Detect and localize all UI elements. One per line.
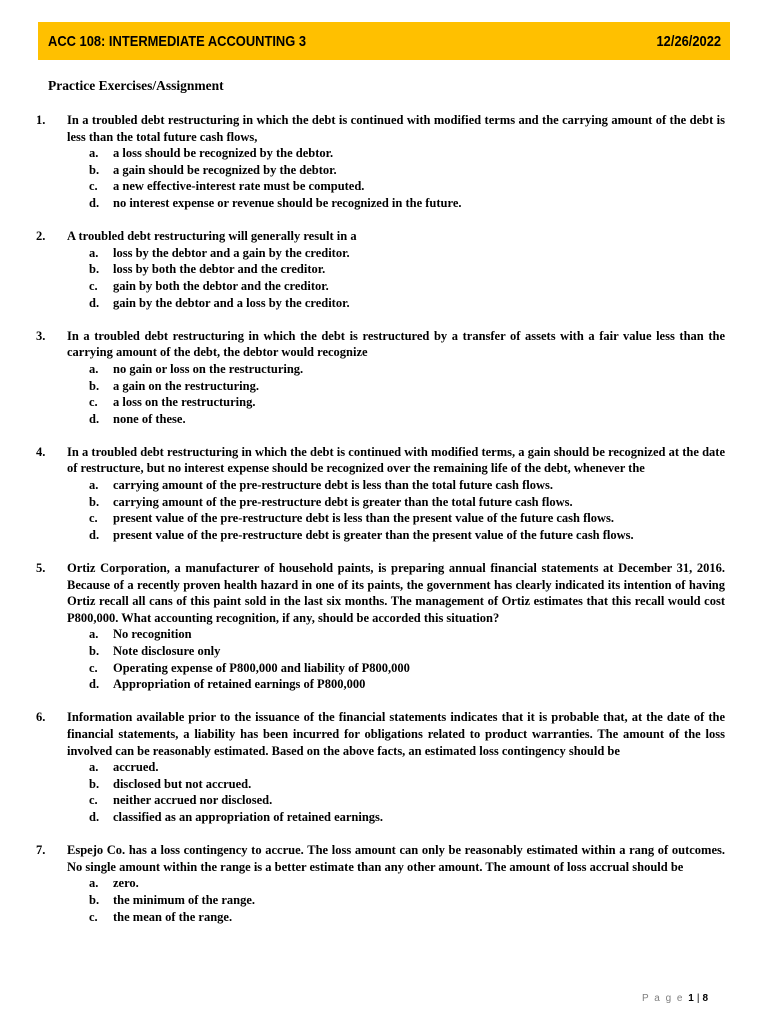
question-item [36, 328, 725, 428]
answer-option [36, 477, 725, 494]
answer-option [36, 494, 725, 511]
option-text: Operating expense of P800,000 and liability of P800,000 [113, 660, 410, 675]
option-letter: d. [89, 295, 100, 310]
answer-option [36, 892, 725, 909]
option-letter: b. [89, 378, 100, 393]
answer-option [36, 676, 725, 693]
option-text: disclosed but not accrued. [113, 776, 252, 791]
option-letter: b. [89, 494, 100, 509]
answer-options [36, 626, 725, 692]
question-number: 1. [36, 113, 46, 127]
answer-options [36, 875, 725, 925]
option-letter: c. [89, 395, 98, 410]
option-letter: d. [89, 677, 100, 692]
answer-options [36, 361, 725, 427]
question-text: In a troubled debt restructuring in which the debt is restructured by a transfer of assets with a fair value less than the carrying amount of the debt, the debtor would recognize [67, 328, 725, 360]
answer-options [36, 145, 725, 211]
page-footer [642, 993, 708, 1004]
question-number: 4. [36, 444, 46, 459]
answer-option [36, 145, 725, 162]
option-text: a loss on the restructuring. [113, 395, 256, 410]
option-text: accrued. [113, 760, 159, 775]
answer-option [36, 510, 725, 527]
answer-options [36, 759, 725, 825]
option-text: Appropriation of retained earnings of P800,000 [113, 677, 366, 692]
option-text: a new effective-interest rate must be computed. [113, 179, 365, 194]
question-number: 5. [36, 561, 46, 576]
answer-option [36, 643, 725, 660]
answer-option [36, 162, 725, 179]
section-title: Practice Exercises/Assignment [48, 78, 224, 93]
answer-option [36, 809, 725, 826]
option-text: gain by both the debtor and the creditor. [113, 278, 329, 293]
answer-option [36, 875, 725, 892]
question-item [36, 228, 725, 311]
option-letter: a. [89, 245, 99, 260]
option-text: carrying amount of the pre-restructure debt is greater than the total future cash flows. [113, 494, 573, 509]
option-text: a gain on the restructuring. [113, 378, 259, 393]
option-letter: b. [89, 162, 100, 177]
answer-option [36, 527, 725, 544]
option-letter: d. [89, 195, 100, 210]
answer-option [36, 178, 725, 195]
option-letter: a. [89, 876, 99, 891]
option-text: zero. [113, 876, 139, 891]
question-number: 3. [36, 328, 46, 343]
page-number: 1 [688, 993, 694, 1004]
option-text: Note disclosure only [113, 644, 221, 658]
answer-option [36, 660, 725, 677]
option-letter: c. [89, 511, 98, 526]
option-text: the mean of the range. [113, 909, 233, 924]
question-text: A troubled debt restructuring will generally result in a [67, 229, 357, 244]
option-letter: c. [89, 660, 98, 675]
option-letter: b. [89, 892, 100, 907]
question-text: Espejo Co. has a loss contingency to accrue. The loss amount can only be reasonably estimated within a rang of outcomes. No single amount within the range is a better estimate than any other amount. The amount of loss accrual should be [67, 843, 725, 874]
option-text: loss by the debtor and a gain by the creditor. [113, 245, 350, 260]
option-letter: a. [89, 361, 99, 376]
option-letter: d. [89, 411, 100, 426]
option-letter: b. [89, 644, 100, 658]
header-date: 12/26/2022 [656, 32, 721, 50]
option-text: classified as an appropriation of retained earnings. [113, 809, 384, 824]
option-letter: b. [89, 776, 100, 791]
page-total: 8 [702, 993, 708, 1004]
answer-option [36, 195, 725, 212]
question-number: 2. [36, 229, 46, 244]
option-letter: d. [89, 809, 100, 824]
option-text: loss by both the debtor and the creditor. [113, 262, 326, 277]
answer-option [36, 295, 725, 312]
question-item [36, 709, 725, 825]
option-text: neither accrued nor disclosed. [113, 793, 273, 808]
option-letter: b. [89, 262, 100, 277]
option-text: no interest expense or revenue should be recognized in the future. [113, 195, 462, 210]
answer-option [36, 411, 725, 428]
header-bar [38, 22, 730, 60]
question-text: Information available prior to the issuance of the financial statements indicates that it is probable that, at the date of the financial statements, a liability has been incurred for obligations related to product warranties. The amount of the loss involved can be reasonably estimated. Based on the above facts, an estimated loss contingency should be [67, 710, 725, 758]
option-letter: c. [89, 179, 98, 194]
question-item [36, 842, 725, 925]
option-text: the minimum of the range. [113, 892, 255, 907]
option-text: No recognition [113, 627, 192, 642]
option-text: no gain or loss on the restructuring. [113, 361, 304, 376]
question-text: Ortiz Corporation, a manufacturer of household paints, is preparing annual financial statements at December 31, 2016. Because of a recently proven health hazard in one of its paints, the government has clearly indicated its intention of having Ortiz recall all cans of this paint sold in the last six months. The management of Ortiz estimates that this recall would cost P800,000. What accounting recognition, if any, should be accorded this situation? [67, 561, 725, 625]
option-text: a loss should be recognized by the debtor. [113, 146, 334, 161]
question-item [36, 560, 725, 693]
answer-option [36, 261, 725, 278]
option-letter: c. [89, 278, 98, 293]
option-letter: d. [89, 527, 100, 542]
answer-option [36, 378, 725, 395]
page-separator: | [696, 993, 700, 1004]
option-letter: a. [89, 478, 99, 493]
course-title: ACC 108: INTERMEDIATE ACCOUNTING 3 [48, 32, 307, 50]
answer-option [36, 245, 725, 262]
answer-option [36, 776, 725, 793]
answer-option [36, 626, 725, 643]
answer-options [36, 245, 725, 311]
question-list [36, 112, 725, 942]
option-letter: a. [89, 760, 99, 775]
option-text: present value of the pre-restructure debt is less than the present value of the future cash flows. [113, 511, 615, 526]
option-text: carrying amount of the pre-restructure debt is less than the total future cash flows. [113, 478, 554, 493]
option-text: gain by the debtor and a loss by the creditor. [113, 295, 350, 310]
answer-option [36, 394, 725, 411]
question-text: In a troubled debt restructuring in which the debt is continued with modified terms, a gain should be recognized at the date of restructure, but no interest expense should be recognized over the remaining life of the debt, whenever the [67, 444, 725, 476]
question-text: In a troubled debt restructuring in which the debt is continued with modified terms and the carrying amount of the debt is less than the total future cash flows, [67, 113, 725, 144]
option-letter: c. [89, 909, 98, 924]
page-label: P a g e [641, 993, 684, 1004]
answer-option [36, 361, 725, 378]
option-text: a gain should be recognized by the debtor. [113, 162, 337, 177]
option-letter: c. [89, 793, 98, 808]
option-letter: a. [89, 146, 99, 161]
answer-option [36, 909, 725, 926]
option-text: none of these. [113, 411, 186, 426]
question-number: 7. [36, 843, 46, 858]
option-text: present value of the pre-restructure debt is greater than the present value of the future cash flows. [113, 527, 634, 542]
answer-option [36, 792, 725, 809]
question-item [36, 112, 725, 212]
option-letter: a. [89, 627, 99, 642]
answer-option [36, 759, 725, 776]
answer-option [36, 278, 725, 295]
question-item [36, 444, 725, 544]
answer-options [36, 477, 725, 543]
question-number: 6. [36, 710, 46, 725]
